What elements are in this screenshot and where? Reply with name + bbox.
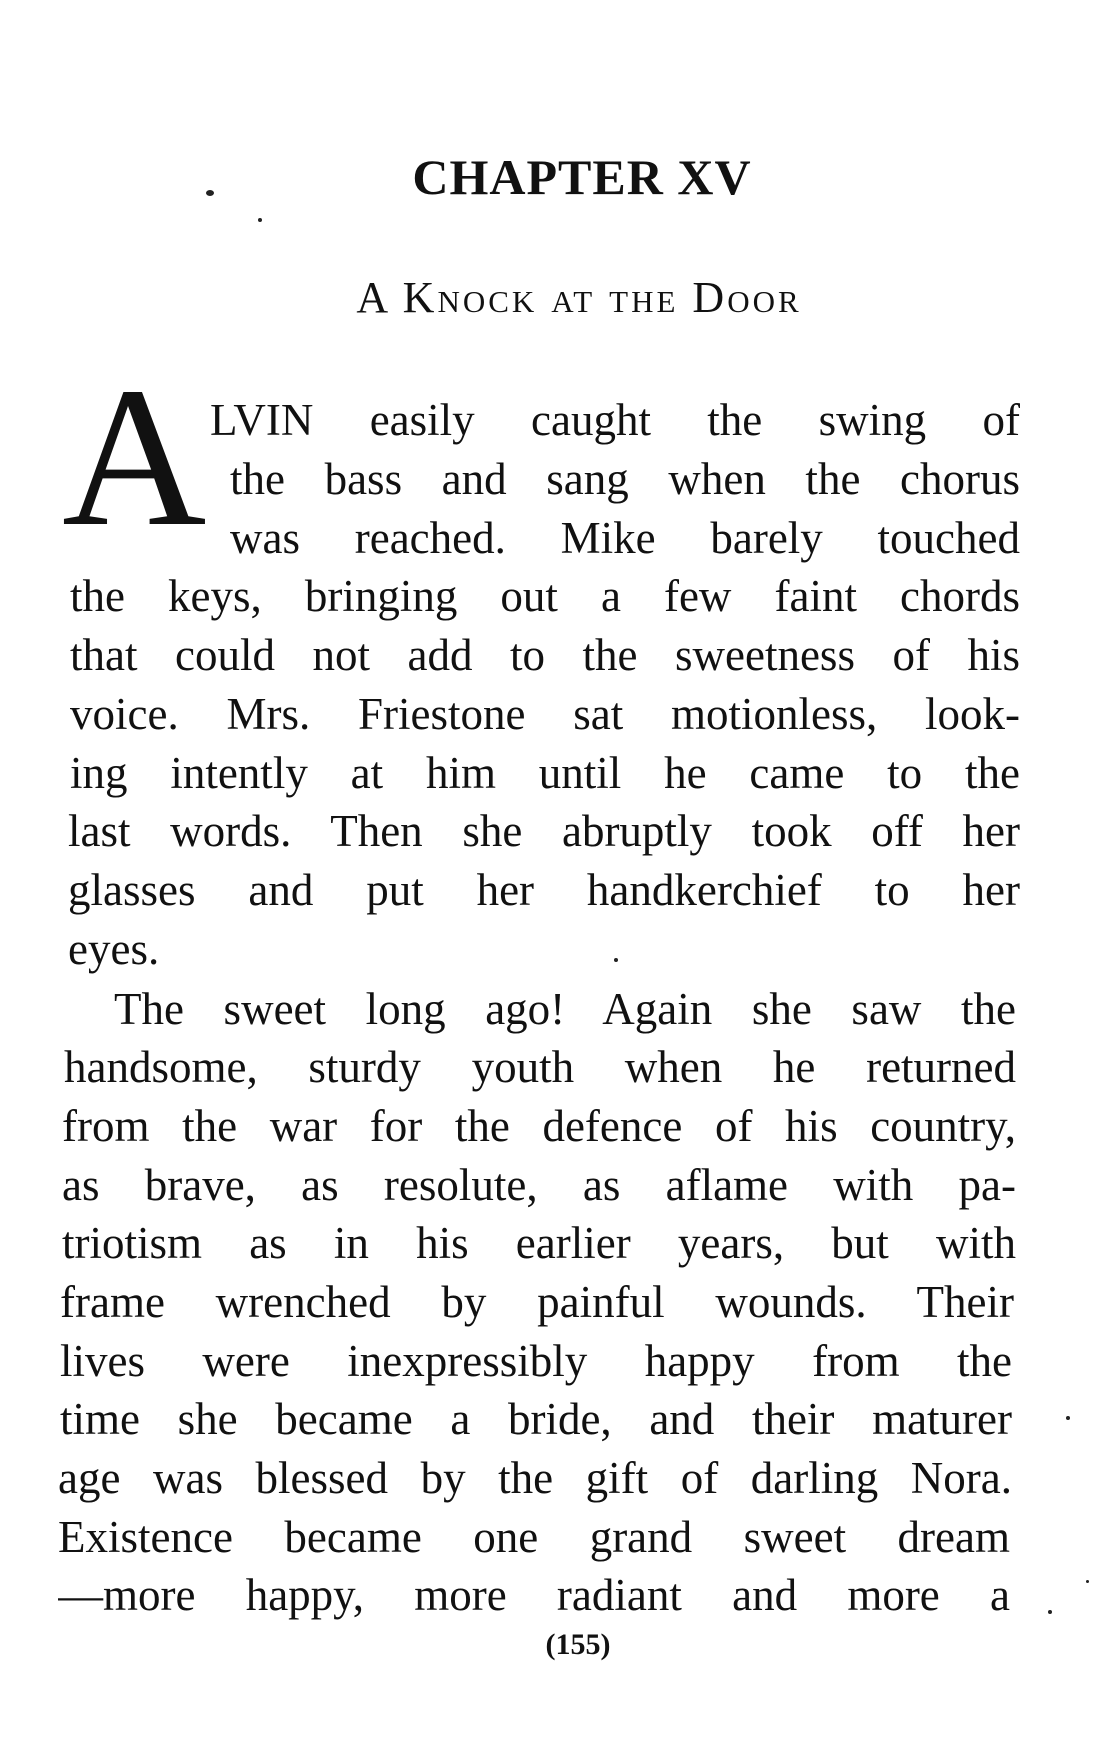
- text-line: eyes.: [68, 924, 160, 974]
- text-line: glasses and put her handkerchief to her: [68, 865, 1020, 915]
- ink-speck: [1086, 1580, 1089, 1583]
- text-line: frame wrenched by painful wounds. Their: [60, 1277, 1014, 1327]
- text-line: triotism as in his earlier years, but with: [62, 1218, 1016, 1268]
- ink-speck: [1048, 1610, 1052, 1614]
- ink-speck: [258, 218, 262, 222]
- chapter-title: A Knock at the Door: [356, 273, 802, 322]
- page-number: (155): [545, 1628, 611, 1661]
- text-line: the keys, bringing out a few faint chords: [70, 571, 1020, 621]
- text-line: voice. Mrs. Friestone sat motionless, look-: [70, 689, 1020, 739]
- chapter-number-heading: CHAPTER XV: [412, 149, 752, 205]
- text-line: that could not add to the sweetness of his: [70, 630, 1020, 680]
- text-line: —more happy, more radiant and more a: [58, 1570, 1010, 1620]
- text-line: time she became a bride, and their maturer: [60, 1394, 1012, 1444]
- ink-speck: [1066, 1416, 1070, 1420]
- text-line: ing intently at him until he came to the: [70, 748, 1020, 798]
- drop-cap: A: [62, 347, 207, 568]
- text-line: Existence became one grand sweet dream: [58, 1512, 1010, 1562]
- text-line: last words. Then she abruptly took off her: [68, 806, 1020, 856]
- text-line: age was blessed by the gift of darling Nora.: [58, 1453, 1012, 1503]
- text-line: lives were inexpressibly happy from the: [60, 1336, 1012, 1386]
- text-line: The sweet long ago! Again she saw the: [114, 984, 1016, 1034]
- text-line: was reached. Mike barely touched: [230, 513, 1020, 563]
- text-line: from the war for the defence of his country,: [62, 1101, 1016, 1151]
- text-line: LVIN easily caught the swing of: [210, 395, 1020, 445]
- text-line: handsome, sturdy youth when he returned: [64, 1042, 1016, 1092]
- text-line: as brave, as resolute, as aflame with pa-: [62, 1160, 1016, 1210]
- text-line: the bass and sang when the chorus: [230, 454, 1020, 504]
